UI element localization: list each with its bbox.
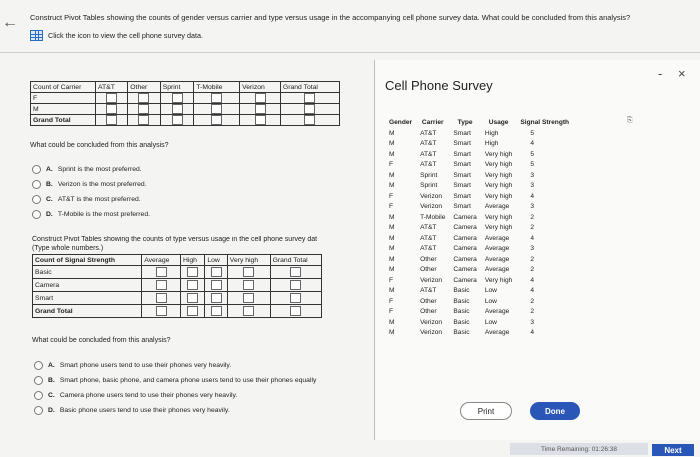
survey-cell: Average: [484, 255, 510, 263]
q2-option-a[interactable]: [34, 361, 346, 370]
pivot-cell: [128, 93, 160, 104]
pivot-cell: [270, 292, 321, 305]
table-row: [385, 170, 573, 181]
option-text: T-Mobile is the most preferred.: [57, 211, 150, 218]
survey-cell: M: [389, 129, 395, 137]
answer-input[interactable]: [290, 280, 301, 290]
option-letter: D.: [46, 211, 53, 218]
pivot2-row-label: Basic: [33, 266, 142, 279]
table-row: [385, 139, 573, 150]
survey-cell: M: [389, 213, 395, 221]
gender-carrier-pivot-table: [30, 81, 340, 126]
survey-cell: High: [484, 129, 499, 137]
pivot2-row-label: Smart: [33, 292, 142, 305]
pivot-cell: [227, 305, 270, 318]
survey-cell: Basic: [453, 287, 470, 295]
survey-cell: 3: [530, 182, 535, 190]
pivot-cell: [128, 104, 160, 115]
pivot-cell: [205, 292, 227, 305]
pivot2-col: Average: [142, 255, 181, 266]
survey-cell: 2: [530, 255, 535, 263]
survey-cell: Other: [420, 308, 437, 316]
survey-cell: Very high: [484, 213, 513, 221]
survey-cell: Very high: [484, 161, 513, 169]
q1-options: [32, 165, 150, 219]
survey-cell: Smart: [453, 171, 471, 179]
survey-cell: Camera: [453, 266, 477, 274]
answer-input[interactable]: [243, 280, 254, 290]
answer-input[interactable]: [211, 93, 222, 103]
survey-data-table: [385, 116, 573, 338]
survey-cell: T-Mobile: [420, 213, 446, 221]
radio-icon[interactable]: [32, 210, 41, 219]
q2-option-d[interactable]: [34, 406, 346, 415]
pivot1-col: T-Mobile: [194, 82, 240, 93]
table-row: [385, 286, 573, 297]
survey-cell: Low: [484, 287, 497, 295]
option-letter: B.: [48, 377, 55, 384]
q2-prompt: What could be concluded from this analysis?: [32, 337, 171, 344]
pivot2-col: Grand Total: [270, 255, 321, 266]
pivot-cell: [227, 279, 270, 292]
table-row: [385, 296, 573, 307]
survey-cell: AT&T: [420, 161, 437, 169]
survey-cell: 2: [530, 266, 535, 274]
pivot-cell: [270, 266, 321, 279]
radio-icon[interactable]: [32, 195, 41, 204]
option-letter: B.: [46, 181, 53, 188]
survey-cell: Basic: [453, 297, 470, 305]
pivot2-col: Very high: [227, 255, 270, 266]
q2-option-c[interactable]: [34, 391, 346, 400]
pivot-cell: [240, 93, 281, 104]
table-row: [385, 149, 573, 160]
option-text: AT&T is the most preferred.: [57, 196, 141, 203]
window-controls[interactable]: - ×: [658, 66, 692, 81]
pivot1-col: AT&T: [96, 82, 128, 93]
q2-intro: Construct Pivot Tables showing the counts of type versus usage in the cell phone survey dat: [32, 236, 318, 243]
q1-option-a[interactable]: [32, 165, 150, 174]
option-letter: C.: [46, 196, 53, 203]
table-row: [385, 317, 573, 328]
survey-cell: Camera: [453, 213, 477, 221]
survey-cell: Other: [420, 255, 437, 263]
survey-cell: Average: [484, 266, 510, 274]
pivot-cell: [160, 115, 194, 126]
answer-input[interactable]: [290, 267, 301, 277]
survey-cell: M: [389, 318, 395, 326]
survey-cell: Camera: [453, 245, 477, 253]
pivot-cell: [180, 266, 204, 279]
answer-input[interactable]: [187, 293, 198, 303]
option-letter: A.: [46, 166, 53, 173]
answer-input[interactable]: [156, 293, 167, 303]
pivot-cell: [128, 115, 160, 126]
answer-input[interactable]: [255, 115, 266, 125]
answer-input[interactable]: [172, 115, 183, 125]
table-row: [385, 254, 573, 265]
pivot-cell: [240, 104, 281, 115]
q1-prompt: What could be concluded from this analysis?: [30, 142, 169, 149]
survey-cell: Very high: [484, 276, 513, 284]
survey-cell: 3: [530, 171, 535, 179]
table-row: [385, 128, 573, 139]
cell-data-link-text: Click the icon to view the cell phone survey data.: [48, 31, 204, 40]
pivot1-col: Verizon: [240, 82, 281, 93]
survey-cell: 2: [530, 213, 535, 221]
pivot-cell: [227, 292, 270, 305]
pivot-cell: [180, 292, 204, 305]
survey-cell: 4: [530, 276, 535, 284]
pivot-cell: [142, 279, 181, 292]
type-usage-pivot-table: [32, 254, 322, 318]
pivot-cell: [96, 104, 128, 115]
table-row: [385, 275, 573, 286]
table-row: [385, 160, 573, 171]
survey-cell: Low: [484, 318, 497, 326]
option-text: Smart phone, basic phone, and camera phone users tend to use their phones equally: [59, 377, 317, 384]
survey-cell: M: [389, 245, 395, 253]
survey-cell: Verizon: [420, 192, 443, 200]
survey-cell: M: [389, 182, 395, 190]
survey-header: Usage: [488, 118, 509, 126]
survey-cell: F: [389, 308, 394, 316]
survey-cell: 5: [530, 129, 535, 137]
radio-icon[interactable]: [32, 180, 41, 189]
answer-input[interactable]: [138, 93, 149, 103]
survey-cell: M: [389, 255, 395, 263]
survey-cell: Smart: [453, 129, 471, 137]
survey-cell: Smart: [453, 140, 471, 148]
answer-input[interactable]: [243, 267, 254, 277]
answer-input[interactable]: [211, 293, 222, 303]
survey-cell: M: [389, 171, 395, 179]
answer-input[interactable]: [304, 93, 315, 103]
answer-input[interactable]: [187, 280, 198, 290]
option-text: Basic phone users tend to use their phones very heavily.: [59, 407, 230, 414]
answer-input[interactable]: [255, 93, 266, 103]
answer-input[interactable]: [187, 306, 198, 316]
survey-cell: Average: [484, 203, 510, 211]
table-row: [385, 191, 573, 202]
q1-option-c[interactable]: [32, 195, 150, 204]
survey-cell: M: [389, 266, 395, 274]
pivot1-corner: Count of Carrier: [31, 82, 96, 93]
option-letter: C.: [48, 392, 55, 399]
survey-cell: Verizon: [420, 203, 443, 211]
pivot2-corner: Count of Signal Strength: [33, 255, 142, 266]
survey-cell: Basic: [453, 308, 470, 316]
survey-cell: Basic: [453, 329, 470, 337]
survey-cell: Verizon: [420, 276, 443, 284]
table-row: [385, 328, 573, 339]
answer-input[interactable]: [106, 93, 117, 103]
copy-icon[interactable]: ⎘: [627, 117, 633, 124]
pivot2-row-label: Camera: [33, 279, 142, 292]
answer-input[interactable]: [138, 115, 149, 125]
survey-cell: Other: [420, 297, 437, 305]
pivot1-col: Grand Total: [280, 82, 339, 93]
answer-input[interactable]: [243, 293, 254, 303]
survey-cell: AT&T: [420, 150, 437, 158]
survey-cell: Average: [484, 308, 510, 316]
pivot2-col: High: [180, 255, 204, 266]
survey-cell: F: [389, 203, 394, 211]
survey-cell: Camera: [453, 234, 477, 242]
answer-input[interactable]: [211, 306, 222, 316]
survey-cell: Very high: [484, 171, 513, 179]
table-row: [385, 233, 573, 244]
survey-cell: 3: [530, 245, 535, 253]
answer-input[interactable]: [106, 115, 117, 125]
answer-input[interactable]: [156, 280, 167, 290]
survey-cell: AT&T: [420, 245, 437, 253]
pivot-cell: [270, 279, 321, 292]
pivot-cell: [205, 279, 227, 292]
radio-icon[interactable]: [34, 391, 43, 400]
survey-cell: AT&T: [420, 224, 437, 232]
survey-cell: Sprint: [420, 171, 438, 179]
pivot-cell: [180, 305, 204, 318]
survey-cell: 3: [530, 318, 535, 326]
q2-note: (Type whole numbers.): [32, 245, 104, 252]
q1-option-d[interactable]: [32, 210, 150, 219]
survey-cell: M: [389, 329, 395, 337]
pivot-cell: [205, 305, 227, 318]
survey-cell: 3: [530, 203, 535, 211]
survey-title: Cell Phone Survey: [385, 78, 493, 93]
answer-input[interactable]: [211, 280, 222, 290]
survey-cell: 4: [530, 234, 535, 242]
question-text: Construct Pivot Tables showing the counts of gender versus carrier and type versus usage in the accompanying cell phone survey data. What could be concluded from this analysis?: [30, 13, 631, 22]
answer-input[interactable]: [156, 306, 167, 316]
survey-cell: 4: [530, 287, 535, 295]
survey-cell: AT&T: [420, 287, 437, 295]
survey-cell: M: [389, 224, 395, 232]
pivot-cell: [240, 115, 281, 126]
survey-cell: Low: [484, 297, 497, 305]
option-letter: D.: [48, 407, 55, 414]
back-arrow-icon[interactable]: ←: [2, 14, 18, 31]
table-row: [385, 223, 573, 234]
pivot-cell: [96, 115, 128, 126]
survey-cell: Smart: [453, 161, 471, 169]
answer-input[interactable]: [211, 115, 222, 125]
survey-cell: 2: [530, 297, 535, 305]
survey-cell: Camera: [453, 224, 477, 232]
pivot-cell: [227, 266, 270, 279]
answer-input[interactable]: [211, 267, 222, 277]
done-button[interactable]: Done: [530, 402, 580, 420]
pivot-cell: [194, 104, 240, 115]
survey-cell: 2: [530, 224, 535, 232]
next-button[interactable]: Next: [652, 444, 694, 456]
survey-cell: M: [389, 287, 395, 295]
pivot-cell: [142, 266, 181, 279]
radio-icon[interactable]: [32, 165, 41, 174]
answer-input[interactable]: [106, 104, 117, 114]
pivot-cell: [280, 93, 339, 104]
pivot-cell: [180, 279, 204, 292]
table-row: [385, 265, 573, 276]
survey-cell: Very high: [484, 182, 513, 190]
survey-cell: Verizon: [420, 318, 443, 326]
survey-cell: Smart: [453, 150, 471, 158]
survey-cell: Average: [484, 245, 510, 253]
survey-cell: Smart: [453, 182, 471, 190]
survey-cell: Sprint: [420, 182, 438, 190]
answer-input[interactable]: [290, 293, 301, 303]
pivot-cell: [280, 104, 339, 115]
pivot-cell: [205, 266, 227, 279]
survey-cell: Very high: [484, 192, 513, 200]
survey-cell: Average: [484, 234, 510, 242]
table-row: [385, 307, 573, 318]
survey-cell: M: [389, 234, 395, 242]
pivot-cell: [194, 115, 240, 126]
option-letter: A.: [48, 362, 55, 369]
survey-cell: Smart: [453, 192, 471, 200]
pivot1-col: Sprint: [160, 82, 194, 93]
pivot-cell: [270, 305, 321, 318]
survey-cell: 5: [530, 150, 535, 158]
answer-input[interactable]: [156, 267, 167, 277]
survey-cell: 5: [530, 161, 535, 169]
answer-input[interactable]: [255, 104, 266, 114]
survey-cell: AT&T: [420, 234, 437, 242]
table-row: [385, 202, 573, 213]
pivot1-row-label: Grand Total: [31, 115, 96, 126]
q2-option-b[interactable]: [34, 376, 346, 385]
survey-cell: F: [389, 276, 394, 284]
survey-header: Carrier: [421, 118, 444, 126]
survey-cell: 4: [530, 329, 535, 337]
survey-cell: Camera: [453, 276, 477, 284]
pivot-cell: [160, 104, 194, 115]
table-row: [385, 212, 573, 223]
survey-cell: Verizon: [420, 329, 443, 337]
header-divider: [0, 52, 700, 53]
radio-icon[interactable]: [34, 406, 43, 415]
q2-options: [34, 361, 346, 415]
answer-input[interactable]: [304, 115, 315, 125]
table-grid-icon[interactable]: [30, 30, 43, 41]
survey-cell: F: [389, 161, 394, 169]
answer-input[interactable]: [290, 306, 301, 316]
radio-icon[interactable]: [34, 376, 43, 385]
survey-cell: 4: [530, 140, 535, 148]
table-row: [385, 181, 573, 192]
table-row: [385, 244, 573, 255]
answer-input[interactable]: [172, 104, 183, 114]
survey-cell: Camera: [453, 255, 477, 263]
survey-header: Signal Strength: [520, 118, 570, 126]
answer-input[interactable]: [138, 104, 149, 114]
survey-cell: Average: [484, 329, 510, 337]
survey-cell: AT&T: [420, 140, 437, 148]
answer-input[interactable]: [211, 104, 222, 114]
pivot1-col: Other: [128, 82, 160, 93]
survey-cell: 4: [530, 192, 535, 200]
survey-cell: F: [389, 192, 394, 200]
survey-cell: Very high: [484, 224, 513, 232]
option-text: Verizon is the most preferred.: [57, 181, 147, 188]
survey-cell: M: [389, 150, 395, 158]
pivot-cell: [194, 93, 240, 104]
survey-cell: F: [389, 297, 394, 305]
survey-cell: Very high: [484, 150, 513, 158]
answer-input[interactable]: [304, 104, 315, 114]
survey-cell: Smart: [453, 203, 471, 211]
option-text: Sprint is the most preferred.: [57, 166, 142, 173]
radio-icon[interactable]: [34, 361, 43, 370]
survey-cell: Other: [420, 266, 437, 274]
pivot-cell: [142, 292, 181, 305]
pivot1-row-label: F: [31, 93, 96, 104]
pivot2-col: Low: [205, 255, 227, 266]
survey-cell: Basic: [453, 318, 470, 326]
answer-input[interactable]: [172, 93, 183, 103]
q1-option-b[interactable]: [32, 180, 150, 189]
survey-cell: 2: [530, 308, 535, 316]
answer-input[interactable]: [187, 267, 198, 277]
pivot-cell: [160, 93, 194, 104]
survey-cell: M: [389, 140, 395, 148]
time-remaining-bar: Time Remaining: 01:26:38: [510, 443, 648, 455]
pivot-cell: [96, 93, 128, 104]
answer-input[interactable]: [243, 306, 254, 316]
survey-header: Type: [457, 118, 473, 126]
cell-data-link[interactable]: [30, 30, 203, 41]
pivot-cell: [280, 115, 339, 126]
pivot-cell: [142, 305, 181, 318]
survey-cell: AT&T: [420, 129, 437, 137]
pivot1-row-label: M: [31, 104, 96, 115]
survey-header: Gender: [389, 118, 413, 126]
survey-cell: High: [484, 140, 499, 148]
option-text: Smart phone users tend to use their phones very heavily.: [59, 362, 232, 369]
pivot2-row-label: Grand Total: [33, 305, 142, 318]
option-text: Camera phone users tend to use their phones very heavily.: [59, 392, 238, 399]
print-button[interactable]: Print: [460, 402, 512, 420]
